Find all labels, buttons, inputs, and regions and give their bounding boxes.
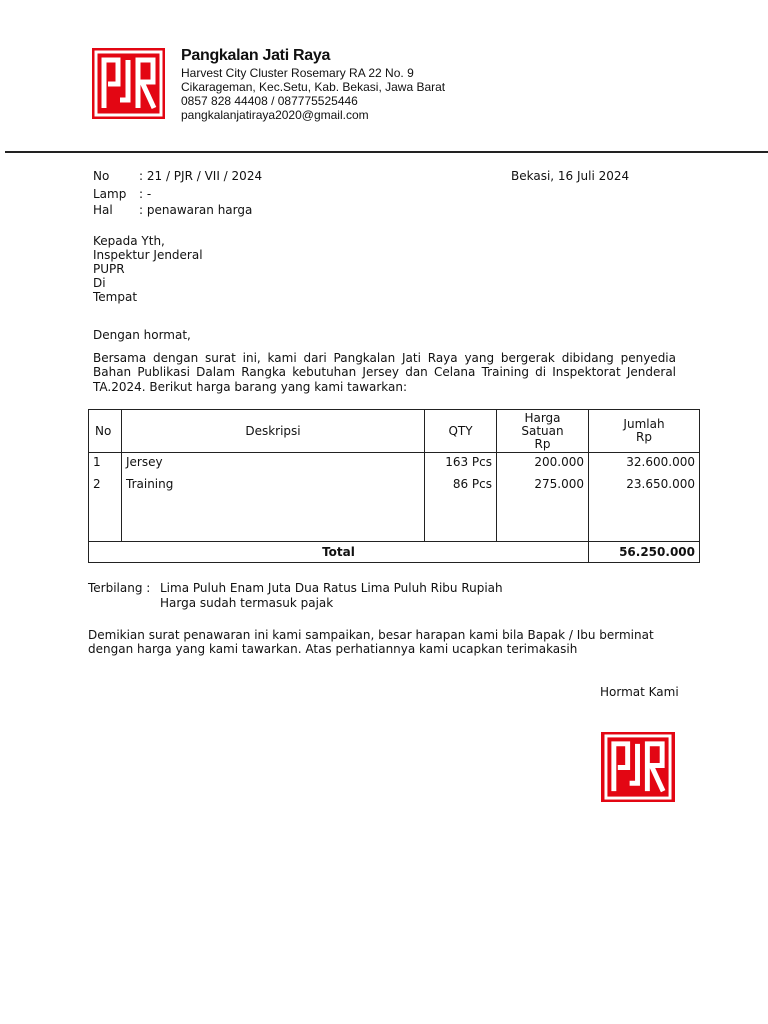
row-qty: 163 Pcs bbox=[425, 453, 497, 476]
recipient-line-1: Kepada Yth, bbox=[93, 234, 165, 248]
terbilang-value: Lima Puluh Enam Juta Dua Ratus Lima Puluh Ribu Rupiah bbox=[160, 581, 503, 595]
recipient-line-3: PUPR bbox=[93, 262, 125, 276]
row-amount: 32.600.000 bbox=[589, 453, 700, 476]
row-no: 1 bbox=[89, 453, 122, 476]
row-price: 275.000 bbox=[497, 475, 589, 497]
table-row bbox=[89, 475, 700, 497]
total-label: Total bbox=[89, 542, 589, 563]
intro-paragraph: Bersama dengan surat ini, kami dari Pangkalan Jati Raya yang bergerak dibidang penyedia Bahan Publikasi Dalam Rangka kebutuhan Jersey dan Celana Training di Inspektorat Jenderal TA.2024. Berikut harga barang yang kami tawarkan: bbox=[93, 351, 676, 394]
no-label: No bbox=[93, 169, 110, 183]
row-no: 2 bbox=[89, 475, 122, 497]
pjr-stamp-mark bbox=[601, 732, 675, 802]
hal-value: : penawaran harga bbox=[139, 203, 253, 217]
row-qty: 86 Pcs bbox=[425, 475, 497, 497]
col-header-price bbox=[497, 410, 589, 453]
col-header-amount bbox=[589, 410, 700, 453]
table-empty-row bbox=[89, 497, 700, 542]
recipient-line-5: Tempat bbox=[93, 290, 138, 304]
hal-label: Hal bbox=[93, 203, 113, 217]
price-table bbox=[88, 409, 700, 563]
col-header-amount-line-2: Rp bbox=[636, 430, 652, 444]
company-address-2: Cikarageman, Kec.Setu, Kab. Bekasi, Jawa Barat bbox=[181, 80, 446, 94]
pjr-logo-mark bbox=[92, 48, 165, 119]
company-logo bbox=[92, 48, 165, 119]
terbilang-label: Terbilang : bbox=[88, 581, 151, 595]
no-value: : 21 / PJR / VII / 2024 bbox=[139, 169, 263, 183]
total-value: 56.250.000 bbox=[589, 542, 700, 563]
lamp-value: : - bbox=[139, 187, 152, 201]
col-header-amount-line-1: Jumlah bbox=[623, 417, 665, 431]
col-header-price-line-1: Harga bbox=[524, 410, 561, 425]
row-desc: Training bbox=[122, 475, 425, 497]
signature-stamp-logo bbox=[601, 732, 675, 802]
table-header-row bbox=[89, 410, 700, 453]
tax-note: Harga sudah termasuk pajak bbox=[160, 596, 334, 610]
col-header-no: No bbox=[89, 410, 122, 453]
company-name: Pangkalan Jati Raya bbox=[181, 47, 331, 64]
signoff: Hormat Kami bbox=[600, 685, 679, 699]
recipient-line-4: Di bbox=[93, 276, 106, 290]
salutation: Dengan hormat, bbox=[93, 328, 191, 342]
place-date: Bekasi, 16 Juli 2024 bbox=[511, 169, 630, 183]
letterhead-divider bbox=[5, 151, 768, 153]
col-header-price-line-2: Satuan bbox=[521, 423, 564, 438]
lamp-label: Lamp bbox=[93, 187, 127, 201]
row-desc: Jersey bbox=[122, 453, 425, 476]
table-total-row bbox=[89, 542, 700, 563]
row-price: 200.000 bbox=[497, 453, 589, 476]
closing-paragraph: Demikian surat penawaran ini kami sampaikan, besar harapan kami bila Bapak / Ibu berminat dengan harga yang kami tawarkan. Atas perhatiannya kami ucapkan terimakasih bbox=[88, 628, 654, 657]
recipient-line-2: Inspektur Jenderal bbox=[93, 248, 203, 262]
row-amount: 23.650.000 bbox=[589, 475, 700, 497]
col-header-price-line-3: Rp bbox=[534, 436, 551, 451]
col-header-desc: Deskripsi bbox=[122, 410, 425, 453]
col-header-qty: QTY bbox=[425, 410, 497, 453]
company-email[interactable]: pangkalanjatiraya2020@gmail.com bbox=[181, 108, 369, 122]
company-phone: 0857 828 44408 / 087775525446 bbox=[181, 94, 358, 108]
company-address-1: Harvest City Cluster Rosemary RA 22 No. 9 bbox=[181, 66, 414, 80]
table-row bbox=[89, 453, 700, 476]
